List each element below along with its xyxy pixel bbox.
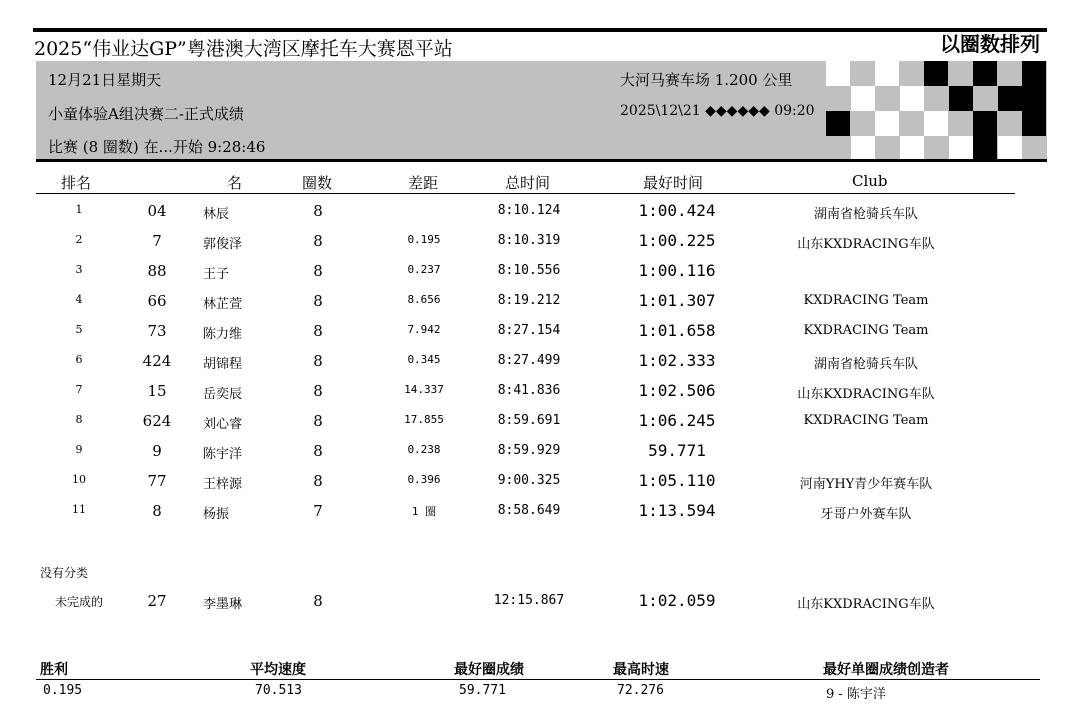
cell-best: 1:00.225 <box>638 231 716 250</box>
cell-num: 04 <box>147 202 167 220</box>
footer-best-lap-value: 59.771 <box>459 683 506 698</box>
cell-name: 刘心睿 <box>203 417 243 432</box>
cell-name: 王子 <box>203 267 230 282</box>
cell-club: 湖南省枪骑兵车队 <box>813 207 919 222</box>
cell-laps: 8 <box>313 352 323 370</box>
footer-margin-value: 0.195 <box>43 683 83 698</box>
footer-margin-label: 胜利 <box>40 662 68 678</box>
race-name: 小童体验A组决赛二-正式成绩 <box>48 105 244 123</box>
flag-square <box>949 86 973 111</box>
flag-square <box>900 86 924 111</box>
cell-num: 27 <box>147 592 167 610</box>
top-rule <box>33 28 1047 32</box>
cell-club: 山东KXDRACING车队 <box>797 597 935 612</box>
cell-pos: 11 <box>72 503 86 516</box>
cell-laps: 8 <box>313 322 323 340</box>
cell-best: 1:02.059 <box>638 591 716 610</box>
flag-square <box>973 111 997 136</box>
cell-total: 8:59.691 <box>497 413 561 428</box>
cell-club: KXDRACING Team <box>803 293 929 308</box>
cell-num: 424 <box>142 352 172 370</box>
cell-pos: 6 <box>75 353 83 366</box>
cell-gap: 0.396 <box>407 473 441 486</box>
cell-club: 河南YHY青少年赛车队 <box>799 477 933 492</box>
footer-top-speed-label: 最高时速 <box>613 662 669 678</box>
cell-best: 1:00.116 <box>638 261 716 280</box>
footer-rule <box>36 679 1040 680</box>
cell-pos: 未完成的 <box>54 595 104 609</box>
page-title: 2025“伟业达GP”粤港澳大湾区摩托车大赛恩平站 <box>34 38 453 60</box>
cell-best: 1:02.333 <box>638 351 716 370</box>
cell-best: 1:01.658 <box>638 321 716 340</box>
checkered-flag-graphic <box>826 61 1047 161</box>
cell-pos: 7 <box>75 383 83 396</box>
flag-square <box>949 136 973 161</box>
track-info: 大河马赛车场 1.200 公里 <box>620 71 793 89</box>
cell-pos: 4 <box>75 293 83 306</box>
cell-name: 郭俊泽 <box>203 237 243 252</box>
cell-gap: 0.345 <box>407 353 441 366</box>
cell-total: 8:10.124 <box>497 203 561 218</box>
cell-total: 8:19.212 <box>497 293 561 308</box>
cell-laps: 8 <box>313 232 323 250</box>
flag-square <box>998 86 1022 111</box>
flag-square <box>973 136 997 161</box>
column-header-laps: 圈数 <box>302 174 333 192</box>
cell-best: 59.771 <box>648 441 706 460</box>
cell-num: 7 <box>152 232 162 250</box>
cell-pos: 2 <box>75 233 83 246</box>
cell-total: 8:10.556 <box>497 263 561 278</box>
flag-square <box>1022 111 1046 136</box>
cell-total: 8:27.154 <box>497 323 561 338</box>
race-start: 比赛 (8 圈数) 在...开始 9:28:46 <box>48 138 266 156</box>
column-header-best: 最好时间 <box>643 174 704 192</box>
flag-square <box>924 111 948 136</box>
cell-pos: 8 <box>75 413 83 426</box>
flag-square <box>998 136 1022 161</box>
footer-avg-speed-value: 70.513 <box>255 683 302 698</box>
cell-name: 林辰 <box>203 207 230 222</box>
cell-name: 岳奕辰 <box>203 387 243 402</box>
cell-num: 66 <box>147 292 167 310</box>
flag-square <box>826 61 850 86</box>
cell-club: 山东KXDRACING车队 <box>797 387 935 402</box>
cell-name: 杨振 <box>203 507 230 522</box>
cell-pos: 3 <box>75 263 83 276</box>
cell-club: 湖南省枪骑兵车队 <box>813 357 919 372</box>
cell-gap: 0.195 <box>407 233 441 246</box>
cell-club: 牙哥户外赛车队 <box>820 507 912 522</box>
cell-club: KXDRACING Team <box>803 323 929 338</box>
footer-best-lap-holder-label: 最好单圈成绩创造者 <box>823 662 949 678</box>
cell-num: 88 <box>147 262 167 280</box>
flag-square <box>1022 61 1046 86</box>
footer-avg-speed-label: 平均速度 <box>250 662 306 678</box>
cell-laps: 8 <box>313 592 323 610</box>
cell-club: KXDRACING Team <box>803 413 929 428</box>
cell-num: 624 <box>142 412 172 430</box>
cell-name: 王梓源 <box>203 477 243 492</box>
flag-square <box>924 61 948 86</box>
cell-laps: 7 <box>313 502 323 520</box>
report-timestamp: 2025\12\21 ◆◆◆◆◆◆ 09:20 <box>620 103 815 119</box>
cell-best: 1:13.594 <box>638 501 716 520</box>
cell-laps: 8 <box>313 262 323 280</box>
cell-gap: 0.238 <box>407 443 441 456</box>
cell-total: 8:41.836 <box>497 383 561 398</box>
cell-name: 陈宇洋 <box>203 447 243 462</box>
cell-num: 8 <box>152 502 162 520</box>
footer-best-lap-holder-value: 9 - 陈宇洋 <box>826 687 886 702</box>
flag-square <box>826 111 850 136</box>
cell-laps: 8 <box>313 412 323 430</box>
flag-square <box>1022 86 1046 111</box>
cell-total: 8:58.649 <box>497 503 561 518</box>
column-header-total: 总时间 <box>505 174 551 192</box>
cell-laps: 8 <box>313 382 323 400</box>
cell-total: 8:10.319 <box>497 233 561 248</box>
band-rule <box>36 159 1047 162</box>
cell-num: 15 <box>147 382 167 400</box>
flag-square <box>851 86 875 111</box>
column-header-pos: 排名 <box>61 174 92 192</box>
cell-name: 李墨琳 <box>203 597 243 612</box>
cell-best: 1:06.245 <box>638 411 716 430</box>
cell-gap: 8.656 <box>407 293 441 306</box>
cell-total: 8:27.499 <box>497 353 561 368</box>
cell-num: 77 <box>147 472 167 490</box>
cell-laps: 8 <box>313 472 323 490</box>
flag-square <box>851 136 875 161</box>
flag-square <box>875 61 899 86</box>
cell-gap: 1 圈 <box>411 505 437 518</box>
cell-gap: 7.942 <box>407 323 441 336</box>
cell-total: 9:00.325 <box>497 473 561 488</box>
cell-total: 8:59.929 <box>497 443 561 458</box>
cell-gap: 17.855 <box>404 413 444 426</box>
race-date: 12月21日星期天 <box>48 71 162 89</box>
column-header-name: 名 <box>227 174 243 192</box>
cell-pos: 9 <box>75 443 83 456</box>
footer-best-lap-label: 最好圈成绩 <box>454 662 524 678</box>
race-info-band <box>36 61 826 161</box>
cell-laps: 8 <box>313 202 323 220</box>
cell-pos: 10 <box>72 473 86 486</box>
flag-square <box>973 61 997 86</box>
footer-top-speed-value: 72.276 <box>617 683 664 698</box>
cell-name: 胡锦程 <box>203 357 243 372</box>
flag-square <box>900 136 924 161</box>
cell-pos: 5 <box>75 323 83 336</box>
cell-gap: 0.237 <box>407 263 441 276</box>
column-header-gap: 差距 <box>408 174 439 192</box>
cell-laps: 8 <box>313 442 323 460</box>
cell-best: 1:02.506 <box>638 381 716 400</box>
flag-square <box>875 111 899 136</box>
cell-total: 12:15.867 <box>493 593 565 608</box>
cell-best: 1:00.424 <box>638 201 716 220</box>
unclassified-label: 没有分类 <box>40 566 89 580</box>
cell-name: 陈力维 <box>203 327 243 342</box>
header-rule <box>36 193 1015 194</box>
cell-gap: 14.337 <box>404 383 444 396</box>
cell-best: 1:05.110 <box>638 471 716 490</box>
cell-club: 山东KXDRACING车队 <box>797 237 935 252</box>
cell-pos: 1 <box>75 203 83 216</box>
cell-num: 9 <box>152 442 162 460</box>
cell-num: 73 <box>147 322 167 340</box>
cell-laps: 8 <box>313 292 323 310</box>
sort-order-label: 以圈数排列 <box>940 32 1040 56</box>
column-header-club: Club <box>852 172 888 190</box>
cell-name: 林芷萱 <box>203 297 243 312</box>
cell-best: 1:01.307 <box>638 291 716 310</box>
